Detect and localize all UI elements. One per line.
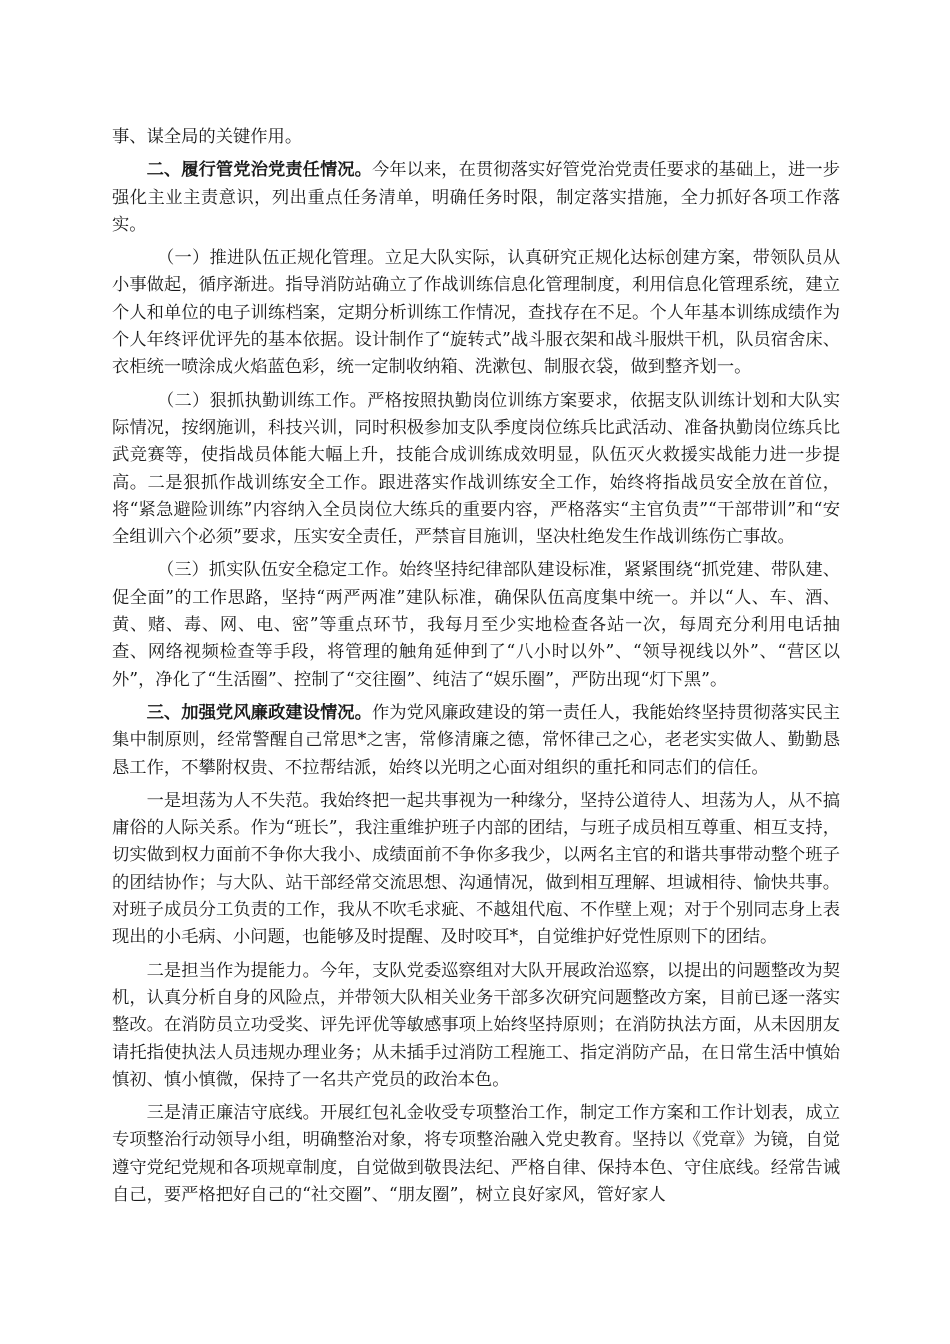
paragraph-item-1: （一）推进队伍正规化管理。立足大队实际，认真研究正规化达标创建方案，带领队员从小事做起，循序渐进。指导消防站确立了作战训练信息化管理制度，利用信息化管理系统，建立个人和单位的电子训练档案，定期分析训练工作情况，查找存在不足。个人年基本训练成绩作为个人年终评优评先的基本依据。设计制作了“旋转式”战斗服衣架和战斗服烘干机，队员宿舍床、衣柜统一喷涂成火焰蓝色彩，统一定制收纳箱、洗漱包、制服衣袋，做到整齐划一。	[112, 248, 840, 378]
paragraph-section-3	[112, 700, 840, 782]
paragraph-intro-tail: 事、谋全局的关键作用。	[112, 127, 303, 147]
paragraph-item-3: （三）抓实队伍安全稳定工作。始终坚持纪律部队建设标准，紧紧围绕“抓党建、带队建、促全面”的工作思路，坚持“两严两准”建队标准，确保队伍高度集中统一。并以“人、车、酒、黄、赌、毒、网、电、密”等重点环节，我每月至少实地检查各站一次，每周充分利用电话抽查、网络视频检查等手段，将管理的触角延伸到了“八小时以外”、“领导视线以外”、“营区以外”，净化了“生活圈”、控制了“交往圈”、纯洁了“娱乐圈”，严防出现“灯下黑”。	[112, 560, 840, 690]
paragraph-point-1: 一是坦荡为人不失范。我始终把一起共事视为一种缘分，坚持公道待人、坦荡为人，从不搞庸俗的人际关系。作为“班长”，我注重维护班子内部的团结，与班子成员相互尊重、相互支持，切实做到权力面前不争你大我小、成绩面前不争你多我少，以两名主官的和谐共事带动整个班子的团结协作；与大队、站干部经常交流思想、沟通情况，做到相互理解、坦诚相待、愉快共事。对班子成员分工负责的工作，我从不吹毛求疵、不越俎代庖、不作壁上观；对于个别同志身上表现出的小毛病、小问题，也能够及时提醒、及时咬耳*，自觉维护好党性原则下的团结。	[112, 790, 840, 948]
paragraph-point-3: 三是清正廉洁守底线。开展红包礼金收受专项整治工作，制定工作方案和工作计划表，成立专项整治行动领导小组，明确整治对象，将专项整治融入党史教育。坚持以《党章》为镜，自觉遵守党纪党规和各项规章制度，自觉做到敬畏法纪、严格自律、保持本色、守住底线。经常告诫自己，要严格把好自己的“社交圈”、“朋友圈”，树立良好家风，管好家人	[112, 1103, 840, 1205]
section-3-heading: 三、加强党风廉政建设情况。	[146, 702, 372, 723]
paragraph-point-2: 二是担当作为提能力。今年，支队党委巡察组对大队开展政治巡察，以提出的问题整改为契机，认真分析自身的风险点，并带领大队相关业务干部多次研究问题整改方案，目前已逐一落实整改。在消防员立功受奖、评先评优等敏感事项上始终坚持原则；在消防执法方面，从未因朋友请托指使执法人员违规办理业务；从未插手过消防工程施工、指定消防产品，在日常生活中慎始慎初、慎小慎微，保持了一名共产党员的政治本色。	[112, 960, 840, 1090]
section-3-body: 作为党风廉政建设的第一责任人，我能始终坚持贯彻落实民主集中制原则，经常警醒自己常思*之害，常修清廉之德，常怀律己之心，老老实实做人、勤勤恳恳工作，不攀附权贵、不拉帮结派，始终以光明之心面对组织的重托和同志们的信任。	[112, 702, 840, 778]
paragraph-item-2: （二）狠抓执勤训练工作。严格按照执勤岗位训练方案要求，依据支队训练计划和大队实际情况，按纲施训，科技兴训，同时积极参加支队季度岗位练兵比武活动、准备执勤岗位练兵比武竞赛等，使指战员体能大幅上升，技能合成训练成效明显，队伍灭火救援实战能力进一步提高。二是狠抓作战训练安全工作。跟进落实作战训练安全工作，始终将指战员安全放在首位，将“紧急避险训练”内容纳入全员岗位大练兵的重要内容，严格落实“主官负责”“干部带训”和“安全组训六个必须”要求，压实安全责任，严禁盲目施训，坚决杜绝发生作战训练伤亡事故。	[112, 390, 840, 548]
document-page	[112, 124, 840, 1215]
section-2-heading: 二、履行管党治党责任情况。	[146, 160, 372, 181]
section-2-body: 今年以来，在贯彻落实好管党治党责任要求的基础上，进一步强化主业主责意识，列出重点任务清单，明确任务时限，制定落实措施，全力抓好各项工作落实。	[112, 160, 840, 235]
paragraph-section-2	[112, 157, 840, 239]
